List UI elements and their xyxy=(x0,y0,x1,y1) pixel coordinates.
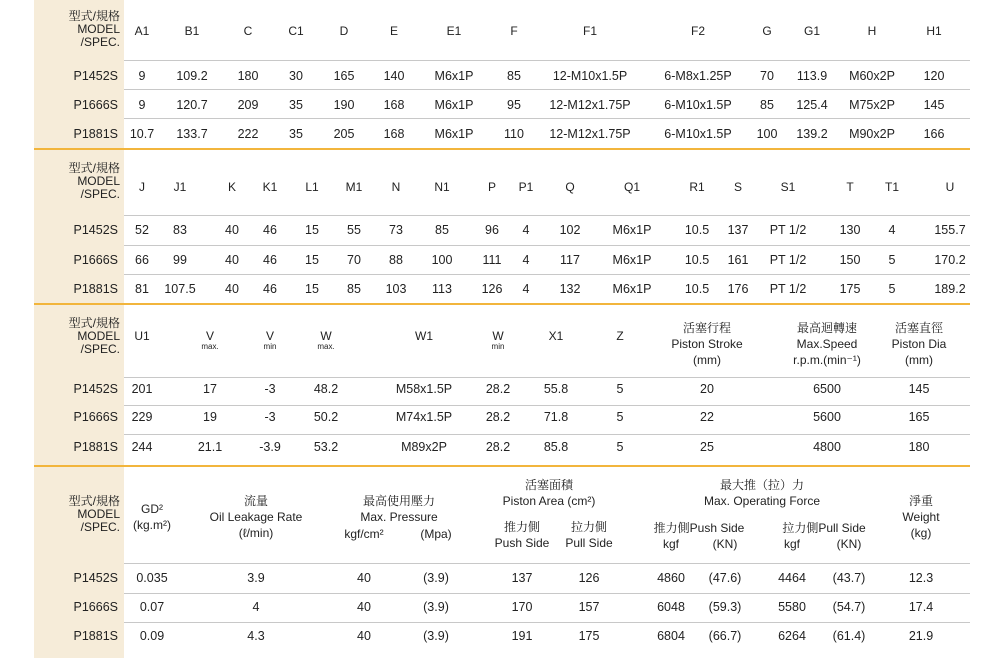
table-cell: 175 xyxy=(578,629,600,643)
table-cell: 21.1 xyxy=(197,440,223,454)
table-cell: 85.8 xyxy=(543,440,569,454)
table-cell: 170 xyxy=(511,600,533,614)
table-cell: 165 xyxy=(908,410,930,424)
table-cell: 9 xyxy=(138,98,146,112)
header-main: V xyxy=(265,329,275,343)
header-subscript: max. xyxy=(317,342,335,351)
table-cell: 12-M10x1.5P xyxy=(552,69,628,83)
table-cell: 46 xyxy=(263,282,277,296)
table-cell: 6-M10x1.5P xyxy=(664,98,732,112)
column-header xyxy=(134,329,149,343)
table-cell: 40 xyxy=(225,282,239,296)
header-subscript: min xyxy=(263,342,277,351)
table-cell: 111 xyxy=(482,253,502,267)
table-cell: 83 xyxy=(173,223,187,237)
table-cell: 229 xyxy=(131,410,153,424)
column-header xyxy=(415,329,433,343)
table-cell: M6x1P xyxy=(612,282,652,296)
column-header: N xyxy=(391,180,401,194)
column-header: D xyxy=(339,24,349,38)
force-push-header: 推力側Push Side xyxy=(653,521,745,535)
table-cell: 168 xyxy=(383,98,405,112)
table-cell: 55.8 xyxy=(543,382,569,396)
table-cell: 5600 xyxy=(813,410,841,424)
column-header: B1 xyxy=(184,24,200,38)
column-header: K xyxy=(227,180,237,194)
table-cell: 22 xyxy=(700,410,714,424)
column-header: F xyxy=(510,24,518,38)
model-name: P1666S xyxy=(73,98,118,112)
table-cell: 180 xyxy=(908,440,930,454)
piston-dia-header: 活塞直徑 Piston Dia (mm) xyxy=(891,321,947,367)
column-header: P xyxy=(487,180,497,194)
header-main: V xyxy=(205,329,214,343)
pressure-unit-kgf: kgf/cm² xyxy=(344,527,384,541)
table-cell: 70 xyxy=(760,69,774,83)
column-header: K1 xyxy=(262,180,278,194)
table-cell: 4800 xyxy=(813,440,841,454)
table-cell: 40 xyxy=(357,571,371,585)
table-cell: 40 xyxy=(225,223,239,237)
header-main: W xyxy=(492,329,504,343)
header-main: X1 xyxy=(548,329,564,343)
table-cell: 5 xyxy=(616,440,624,454)
table-cell: 85 xyxy=(347,282,361,296)
column-header: N1 xyxy=(434,180,450,194)
table-cell: 132 xyxy=(559,282,581,296)
table-cell: (54.7) xyxy=(832,600,866,614)
table-cell: 73 xyxy=(389,223,403,237)
column-header: S xyxy=(733,180,743,194)
table-cell: M6x1P xyxy=(434,98,474,112)
area-pull-header: 拉力側 Pull Side xyxy=(565,520,613,550)
table-cell: 88 xyxy=(389,253,403,267)
model-name: P1881S xyxy=(73,127,118,141)
model-name: P1452S xyxy=(73,69,118,83)
column-header: M1 xyxy=(345,180,363,194)
table-cell: 3.9 xyxy=(247,571,265,585)
table-cell: M6x1P xyxy=(612,253,652,267)
table-cell: 6048 xyxy=(657,600,685,614)
header-subscript: min xyxy=(491,342,505,351)
column-header: G xyxy=(762,24,772,38)
table-cell: 133.7 xyxy=(176,127,208,141)
table-cell: 4.3 xyxy=(247,629,265,643)
max-pressure-header: 最高使用壓力 Max. Pressure xyxy=(360,494,438,524)
max-speed-header: 最高迴轉速 Max.Speed r.p.m.(min⁻¹) xyxy=(793,321,861,367)
column-header: H1 xyxy=(926,24,942,38)
column-header xyxy=(201,329,218,351)
table-cell: 191 xyxy=(511,629,533,643)
table-cell: 10.7 xyxy=(129,127,155,141)
table-cell: 96 xyxy=(485,223,499,237)
table-cell: 4 xyxy=(522,282,530,296)
table-cell: 166 xyxy=(923,127,945,141)
weight-header: 淨重 Weight (kg) xyxy=(902,494,940,540)
table-cell: 28.2 xyxy=(485,440,511,454)
column-header: H xyxy=(867,24,877,38)
table-cell: 17.4 xyxy=(908,600,934,614)
column-header: G1 xyxy=(803,24,821,38)
table-cell: (59.3) xyxy=(708,600,742,614)
table-cell: 6-M10x1.5P xyxy=(664,127,732,141)
table-cell: 140 xyxy=(383,69,405,83)
column-header xyxy=(549,329,564,343)
table-cell: 17 xyxy=(203,382,217,396)
table-cell: 205 xyxy=(333,127,355,141)
table-cell: 103 xyxy=(385,282,407,296)
table-cell: 110 xyxy=(504,127,524,141)
model-name: P1666S xyxy=(73,253,118,267)
table-cell: 40 xyxy=(357,629,371,643)
table-cell: 10.5 xyxy=(684,282,710,296)
table-cell: 66 xyxy=(135,253,149,267)
table-cell: 5 xyxy=(616,382,624,396)
table-cell: 165 xyxy=(333,69,355,83)
header-main: W xyxy=(320,329,332,343)
table-cell: M6x1P xyxy=(434,127,474,141)
table-cell: 5 xyxy=(888,282,896,296)
table-cell: 180 xyxy=(237,69,259,83)
table-cell: 55 xyxy=(347,223,361,237)
model-name: P1881S xyxy=(73,440,118,454)
model-name: P1666S xyxy=(73,410,118,424)
table-cell: 46 xyxy=(263,223,277,237)
table-cell: 175 xyxy=(839,282,861,296)
model-spec-label: 型式/規格 MODEL /SPEC. xyxy=(68,316,120,356)
column-header: C xyxy=(243,24,253,38)
table-cell: -3 xyxy=(264,410,276,424)
table-cell: 190 xyxy=(333,98,355,112)
column-header: Q xyxy=(565,180,575,194)
area-push-header: 推力側 Push Side xyxy=(494,520,550,550)
table-cell: 71.8 xyxy=(543,410,569,424)
table-cell: 6804 xyxy=(657,629,685,643)
table-cell: 100 xyxy=(756,127,778,141)
oil-leakage-header: 流量 Oil Leakage Rate (ℓ/min) xyxy=(209,494,303,540)
table-cell: M75x2P xyxy=(849,98,895,112)
table-cell: 222 xyxy=(237,127,259,141)
column-header: Q1 xyxy=(623,180,641,194)
table-cell: 155.7 xyxy=(934,223,966,237)
table-cell: 130 xyxy=(839,223,861,237)
table-cell: (66.7) xyxy=(708,629,742,643)
table-cell: 95 xyxy=(507,98,521,112)
table-cell: PT 1/2 xyxy=(769,253,807,267)
table-cell: 6-M8x1.25P xyxy=(664,69,732,83)
table-cell: 107.5 xyxy=(164,282,196,296)
table-cell: 113.9 xyxy=(796,69,828,83)
model-name: P1452S xyxy=(73,571,118,585)
force-pull-header: 拉力側Pull Side xyxy=(782,521,866,535)
model-spec-label: 型式/規格 MODEL /SPEC. xyxy=(68,494,120,534)
table-cell: (61.4) xyxy=(832,629,866,643)
table-cell: (3.9) xyxy=(423,571,449,585)
table-cell: 85 xyxy=(435,223,449,237)
table-cell: 113 xyxy=(432,282,452,296)
table-cell: 81 xyxy=(135,282,149,296)
table-cell: 125.4 xyxy=(796,98,828,112)
table-cell: 10.5 xyxy=(684,253,710,267)
table-cell: 15 xyxy=(305,282,319,296)
piston-stroke-header: 活塞行程 Piston Stroke (mm) xyxy=(671,321,743,367)
table-cell: 10.5 xyxy=(684,223,710,237)
table-cell: 5 xyxy=(616,410,624,424)
model-name: P1881S xyxy=(73,629,118,643)
table-cell: 0.035 xyxy=(136,571,168,585)
spec-table-1 xyxy=(34,0,970,148)
column-header xyxy=(616,329,623,343)
table-cell: 209 xyxy=(237,98,259,112)
table-cell: 5580 xyxy=(778,600,806,614)
column-header: A1 xyxy=(134,24,150,38)
table-cell: (43.7) xyxy=(832,571,866,585)
table-cell: PT 1/2 xyxy=(769,282,807,296)
table-cell: M90x2P xyxy=(849,127,895,141)
table-cell: 100 xyxy=(431,253,453,267)
table-cell: -3 xyxy=(264,382,276,396)
table-cell: 35 xyxy=(289,98,303,112)
pull-kn-unit: (KN) xyxy=(836,537,862,551)
table-cell: 157 xyxy=(578,600,600,614)
column-header: S1 xyxy=(780,180,796,194)
table-cell: 6264 xyxy=(778,629,806,643)
table-cell: 126 xyxy=(578,571,600,585)
table-cell: 15 xyxy=(305,253,319,267)
table-cell: 120 xyxy=(923,69,945,83)
column-header: P1 xyxy=(518,180,534,194)
table-cell: M6x1P xyxy=(434,69,474,83)
table-cell: -3.9 xyxy=(259,440,281,454)
table-cell: 168 xyxy=(383,127,405,141)
table-cell: 40 xyxy=(357,600,371,614)
table-cell: 28.2 xyxy=(485,410,511,424)
table-cell: 145 xyxy=(908,382,930,396)
column-header: U xyxy=(945,180,955,194)
table-cell: M60x2P xyxy=(849,69,895,83)
table-cell: 161 xyxy=(727,253,749,267)
table-cell: 4464 xyxy=(778,571,806,585)
table-cell: 4 xyxy=(522,223,530,237)
push-kgf-unit: kgf xyxy=(662,537,680,551)
max-force-header: 最大推（拉）力 Max. Operating Force xyxy=(703,478,821,508)
table-cell: 117 xyxy=(560,253,580,267)
column-header: F2 xyxy=(690,24,706,38)
header-main: Z xyxy=(616,329,624,343)
column-header: T xyxy=(846,180,854,194)
table-cell: 12-M12x1.75P xyxy=(549,98,631,112)
table-cell: 46 xyxy=(263,253,277,267)
push-kn-unit: (KN) xyxy=(712,537,738,551)
column-header: E1 xyxy=(446,24,462,38)
table-cell: 5 xyxy=(888,253,896,267)
pull-kgf-unit: kgf xyxy=(783,537,801,551)
model-name: P1881S xyxy=(73,282,118,296)
table-cell: 137 xyxy=(511,571,533,585)
model-name: P1452S xyxy=(73,382,118,396)
table-cell: 85 xyxy=(760,98,774,112)
column-header: F1 xyxy=(582,24,598,38)
table-cell: 28.2 xyxy=(485,382,511,396)
model-spec-label: 型式/規格 MODEL /SPEC. xyxy=(68,161,120,201)
table-cell: PT 1/2 xyxy=(769,223,807,237)
column-header: T1 xyxy=(884,180,900,194)
table-cell: 145 xyxy=(923,98,945,112)
column-header: C1 xyxy=(288,24,304,38)
header-main: W1 xyxy=(415,329,433,343)
header-subscript: max. xyxy=(201,342,219,351)
table-cell: 48.2 xyxy=(313,382,339,396)
column-header: L1 xyxy=(305,180,319,194)
column-header: E xyxy=(389,24,399,38)
table-cell: 35 xyxy=(289,127,303,141)
table-cell: 109.2 xyxy=(176,69,208,83)
table-cell: 85 xyxy=(507,69,521,83)
table-cell: 15 xyxy=(305,223,319,237)
table-cell: 9 xyxy=(138,69,146,83)
table-cell: 21.9 xyxy=(908,629,934,643)
column-header: J xyxy=(139,180,145,194)
table-cell: 126 xyxy=(481,282,503,296)
table-cell: 120.7 xyxy=(176,98,208,112)
table-cell: M89x2P xyxy=(401,440,447,454)
table-cell: 0.07 xyxy=(139,600,165,614)
table-cell: 244 xyxy=(131,440,153,454)
table-cell: 201 xyxy=(131,382,153,396)
table-cell: 20 xyxy=(700,382,714,396)
table-cell: 150 xyxy=(839,253,861,267)
spec-table-4 xyxy=(34,467,970,658)
spec-table-2 xyxy=(34,150,970,303)
model-name: P1452S xyxy=(73,223,118,237)
table-cell: 0.09 xyxy=(139,629,165,643)
table-cell: 12.3 xyxy=(908,571,934,585)
column-header xyxy=(264,329,277,351)
table-cell: 30 xyxy=(289,69,303,83)
table-cell: 4860 xyxy=(657,571,685,585)
table-cell: 50.2 xyxy=(313,410,339,424)
table-cell: 70 xyxy=(347,253,361,267)
column-header: R1 xyxy=(689,180,705,194)
column-header: J1 xyxy=(173,180,187,194)
table-cell: 12-M12x1.75P xyxy=(549,127,631,141)
gd2-header: GD² (kg.m²) xyxy=(133,502,171,532)
table-cell: 170.2 xyxy=(934,253,966,267)
spec-table-3 xyxy=(34,305,970,465)
table-cell: 176 xyxy=(727,282,749,296)
table-cell: 25 xyxy=(700,440,714,454)
table-cell: 139.2 xyxy=(796,127,828,141)
table-cell: M6x1P xyxy=(612,223,652,237)
table-cell: (3.9) xyxy=(423,629,449,643)
column-header xyxy=(492,329,505,351)
table-cell: 137 xyxy=(727,223,749,237)
table-cell: 53.2 xyxy=(313,440,339,454)
table-cell: (47.6) xyxy=(708,571,742,585)
table-cell: 19 xyxy=(203,410,217,424)
table-cell: M74x1.5P xyxy=(395,410,453,424)
header-main: U1 xyxy=(134,329,150,343)
table-cell: 99 xyxy=(173,253,187,267)
pressure-unit-mpa: (Mpa) xyxy=(420,527,452,541)
table-cell: 6500 xyxy=(813,382,841,396)
model-name: P1666S xyxy=(73,600,118,614)
table-cell: (3.9) xyxy=(423,600,449,614)
table-cell: 4 xyxy=(888,223,896,237)
table-cell: M58x1.5P xyxy=(395,382,453,396)
piston-area-header: 活塞面積 Piston Area (cm²) xyxy=(502,478,596,508)
column-header xyxy=(317,329,334,351)
table-cell: 52 xyxy=(135,223,149,237)
table-cell: 4 xyxy=(252,600,260,614)
table-cell: 4 xyxy=(522,253,530,267)
table-cell: 102 xyxy=(559,223,581,237)
table-cell: 40 xyxy=(225,253,239,267)
table-cell: 189.2 xyxy=(934,282,966,296)
model-spec-label: 型式/規格 MODEL /SPEC. xyxy=(68,9,120,49)
